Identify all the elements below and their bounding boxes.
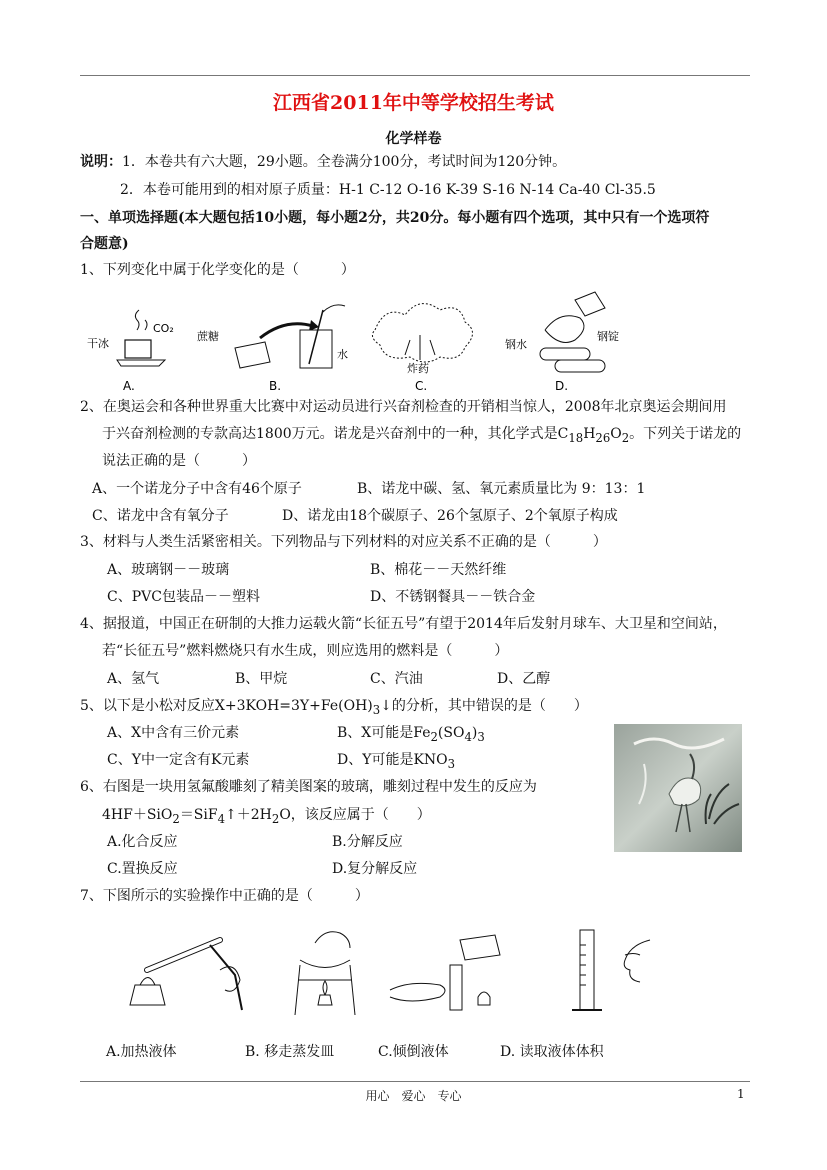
q2-sub-2: 26 (595, 430, 611, 445)
q7-option-c: C.倾倒液体 (378, 1044, 449, 1060)
q5-optb-pre: B、X可能是Fe (337, 725, 431, 741)
notes-label: 说明： (80, 154, 122, 170)
q2-option-d: D、诺龙由18个碳原子、26个氢原子、2个氧原子构成 (282, 508, 618, 524)
q6-option-c: C.置换反应 (107, 861, 178, 877)
q1-label-co2: CO₂ (153, 322, 174, 335)
q4-option-b: B、甲烷 (235, 671, 288, 687)
q5-stem-post: ↓的分析，其中错误的是（ ） (380, 698, 588, 714)
q6-option-d: D.复分解反应 (332, 861, 418, 877)
page-title: 江西省2011年中等学校招生考试 (273, 92, 554, 114)
section1-heading-line2: 合题意) (80, 236, 129, 252)
q1-option-a: A. (123, 379, 135, 393)
q4-stem-line2: 若“长征五号”燃料燃烧只有水生成，则应选用的燃料是（ ） (102, 643, 509, 659)
q1-option-b: B. (269, 379, 282, 393)
q1-fig-b-sugar (197, 305, 348, 393)
q7-fig-d-reading (572, 930, 650, 1010)
q6-eq-sub1: 2 (172, 811, 180, 826)
q1-fig-a-dry-ice (87, 310, 174, 393)
q7-stem: 7、下图所示的实验操作中正确的是（ ） (80, 888, 369, 904)
q1-label-dry-ice: 干冰 (87, 337, 109, 350)
q5-optb-end: ) (471, 725, 478, 741)
q1-label-water: 水 (337, 348, 348, 361)
q7-fig-c-pouring (390, 935, 500, 1010)
q5-stem (80, 696, 588, 720)
footer-rule (80, 1081, 750, 1082)
q7-option-d: D. 读取液体体积 (500, 1044, 604, 1060)
q5-option-a: A、X中含有三价元素 (107, 725, 240, 741)
q2-option-b: B、诺龙中碳、氢、氧元素质量比为 9：13：1 (357, 481, 646, 497)
q7-option-b: B. 移走蒸发皿 (245, 1044, 335, 1060)
q3-option-d: D、不锈钢餐具－－铁合金 (370, 589, 536, 605)
q6-etched-glass-photo (614, 724, 742, 852)
q5-option-b (337, 723, 485, 747)
q6-eq-b: ＝SiF (179, 807, 218, 823)
q1-label-sugar: 蔗糖 (197, 330, 219, 343)
page-subtitle: 化学样卷 (385, 131, 442, 147)
q5-optb-sub1: 2 (430, 729, 438, 744)
notes-text-1: 1．本卷共有六大题，29小题。全卷满分100分，考试时间为120分钟。 (122, 154, 567, 170)
q1-fig-c-explosive (372, 304, 472, 393)
q6-option-a: A.化合反应 (107, 834, 178, 850)
q5-optd-pre: D、Y可能是KNO (337, 752, 448, 768)
q1-figure (85, 290, 645, 395)
q4-option-d: D、乙醇 (497, 671, 551, 687)
q2-line2-pre: 于兴奋剂检测的专款高达1800万元。诺龙是兴奋剂中的一种，其化学式是C (102, 426, 569, 442)
q1-option-d: D. (555, 379, 569, 393)
q3-option-c: C、PVC包装品－－塑料 (107, 589, 260, 605)
q6-eq-d: O，该反应属于（ ） (279, 807, 431, 823)
header-rule (80, 75, 750, 76)
section1-heading-line1: 一、单项选择题(本大题包括10小题，每小题2分，共20分。每小题有四个选项，其中只有一个选项符 (80, 210, 710, 226)
q2-sub-3: 2 (621, 430, 630, 445)
q2-line2-post: 。下列关于诺龙的 (629, 426, 742, 442)
q5-optb-mid: (SO (437, 725, 465, 741)
q5-option-c: C、Y中一定含有K元素 (107, 752, 250, 768)
q3-option-a: A、玻璃钢－－玻璃 (107, 562, 230, 578)
q5-option-d (337, 750, 455, 774)
page-footer: 用心 爱心 专心 (365, 1089, 462, 1103)
q4-option-c: C、汽油 (370, 671, 423, 687)
q6-equation (102, 805, 431, 829)
q1-label-explosive: 炸药 (407, 362, 429, 375)
q5-stem-sub: 3 (372, 702, 381, 717)
q2-mid-2: O (610, 426, 622, 442)
q6-eq-sub3: 2 (271, 811, 280, 826)
q2-mid-1: H (583, 426, 596, 442)
q1-stem: 1、下列变化中属于化学变化的是（ ） (80, 262, 355, 278)
q7-fig-a-heating (130, 940, 242, 1010)
q6-eq-sub2: 4 (217, 811, 226, 826)
q5-optb-sub2: 4 (464, 729, 472, 744)
q2-sub-1: 18 (568, 430, 584, 445)
q2-option-a: A、一个诺龙分子中含有46个原子 (92, 481, 302, 497)
q7-fig-b-evaporating-dish (295, 932, 355, 1015)
q1-option-c: C. (415, 379, 428, 393)
q3-option-b: B、棉花－－天然纤维 (370, 562, 507, 578)
q6-eq-a: 4HF＋SiO (102, 807, 173, 823)
q1-fig-d-steel (505, 292, 619, 393)
q7-option-a: A.加热液体 (106, 1044, 177, 1060)
q5-stem-pre: 5、以下是小松对反应X+3KOH=3Y+Fe(OH) (80, 698, 373, 714)
q5-optd-sub: 3 (447, 756, 456, 771)
notes-line-2: 2．本卷可能用到的相对原子质量：H-1 C-12 O-16 K-39 S-16 N-14 Ca-40 Cl-35.5 (120, 182, 656, 198)
q3-stem: 3、材料与人类生活紧密相关。下列物品与下列材料的对应关系不正确的是（ ） (80, 534, 607, 550)
q6-option-b: B.分解反应 (332, 834, 403, 850)
q7-figure (120, 915, 660, 1025)
q2-stem-line1: 2、在奥运会和各种世界重大比赛中对运动员进行兴奋剂检查的开销相当惊人，2008年北京奥运会期间用 (80, 399, 727, 415)
q6-eq-c: ↑＋2H (225, 807, 272, 823)
q1-label-molten-steel: 钢水 (505, 338, 527, 351)
notes-line-1 (80, 152, 566, 172)
q4-stem-line1: 4、据报道，中国正在研制的大推力运载火箭“长征五号”有望于2014年后发射月球车、大卫星和空间站， (80, 616, 727, 632)
q5-optb-sub3: 3 (477, 729, 485, 744)
q6-stem-line1: 6、右图是一块用氢氟酸雕刻了精美图案的玻璃，雕刻过程中发生的反应为 (80, 779, 537, 795)
q2-stem-line3: 说法正确的是（ ） (102, 453, 256, 469)
q2-stem-line2 (102, 424, 741, 448)
q4-option-a: A、氢气 (107, 671, 160, 687)
page-number: 1 (737, 1087, 745, 1101)
q1-label-ingot: 钢锭 (597, 330, 619, 343)
q2-option-c: C、诺龙中含有氧分子 (92, 508, 229, 524)
